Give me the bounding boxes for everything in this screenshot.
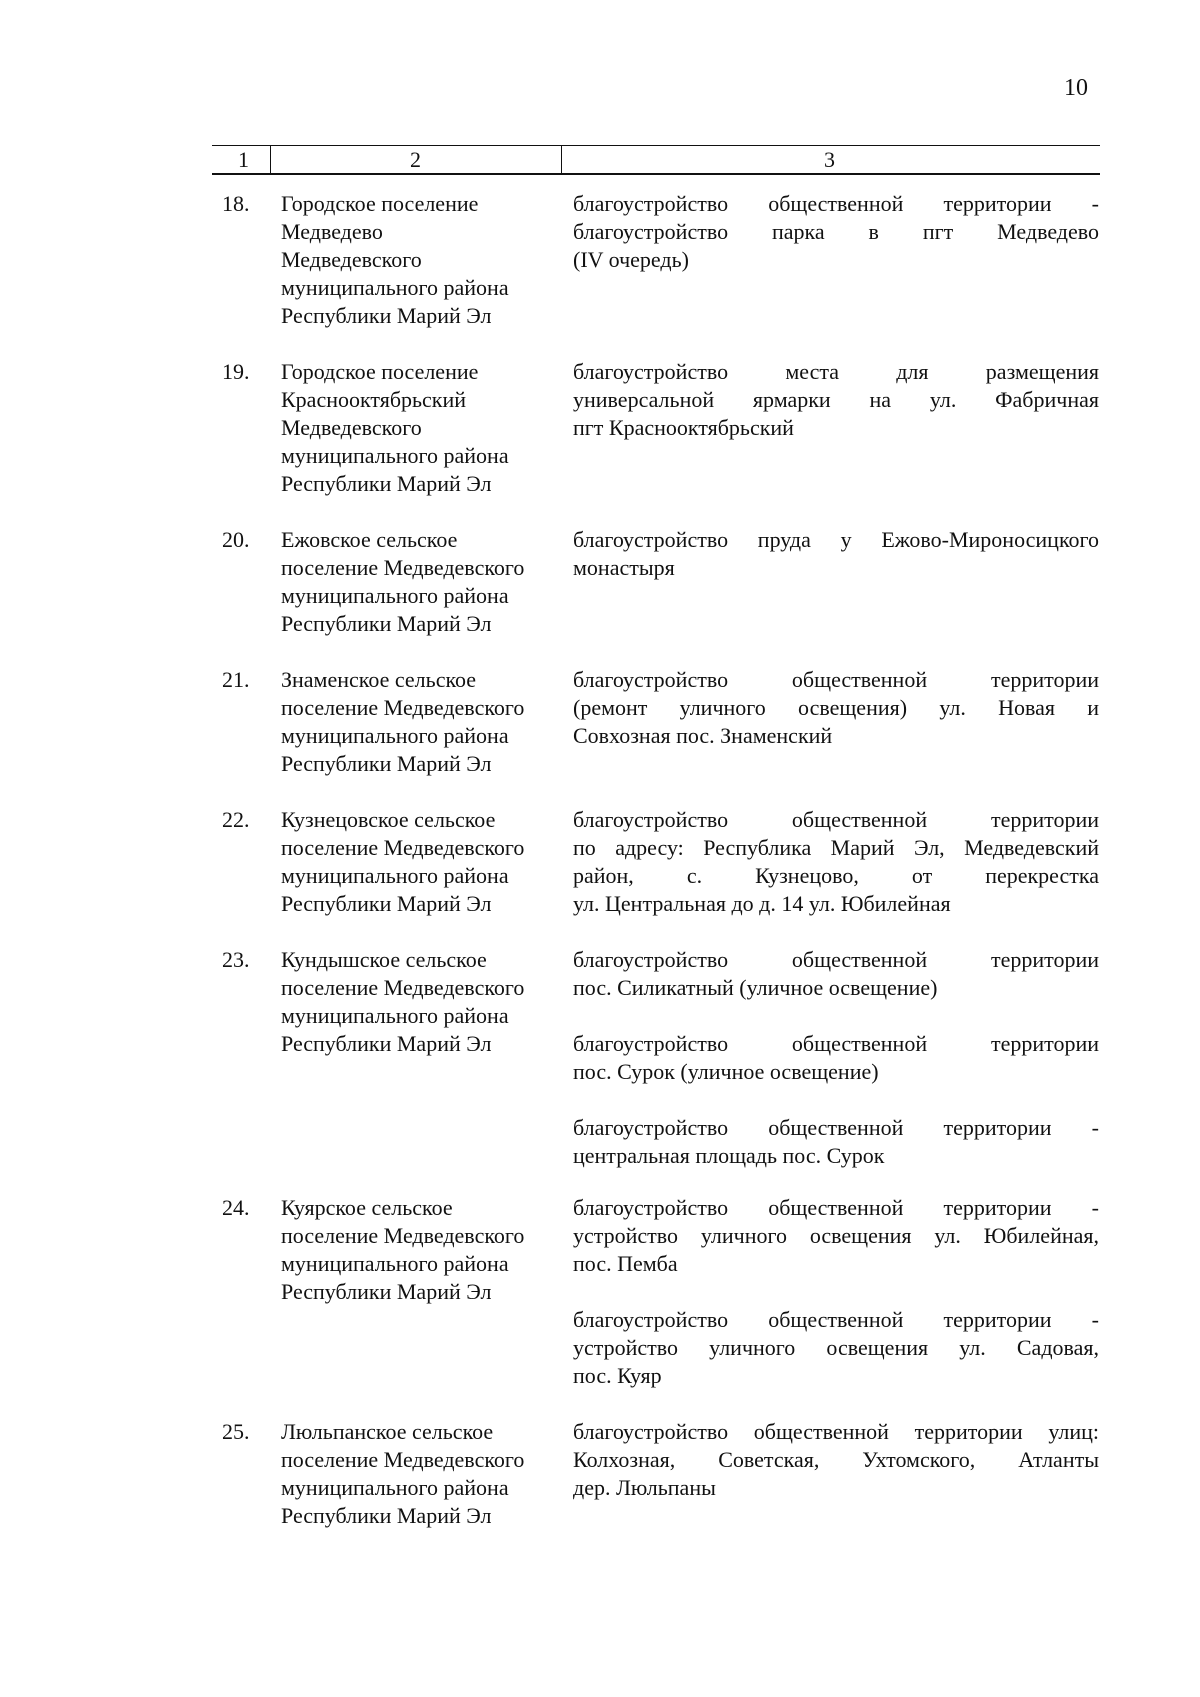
works-paragraph bbox=[573, 1114, 1099, 1170]
table-header bbox=[212, 145, 1100, 175]
works-cell bbox=[573, 946, 1099, 1170]
works-line: благоустройство места для размещения bbox=[573, 359, 1099, 384]
municipality-line: Краснооктябрьский bbox=[281, 387, 467, 412]
municipality-line: Республики Марий Эл bbox=[281, 891, 492, 916]
municipality-line: Кузнецовское сельское bbox=[281, 807, 496, 832]
municipality-line: муниципального района bbox=[281, 1475, 509, 1500]
municipality-line: муниципального района bbox=[281, 1003, 509, 1028]
municipality-cell bbox=[281, 358, 551, 498]
works-line: универсальной ярмарки на ул. Фабричная bbox=[573, 387, 1099, 412]
municipality-line: Республики Марий Эл bbox=[281, 1279, 492, 1304]
municipality-cell bbox=[281, 1418, 551, 1530]
works-line: благоустройство общественной территории улиц: bbox=[573, 1419, 1099, 1444]
municipality-line: Медведевского bbox=[281, 415, 422, 440]
header-col-2: 2 bbox=[410, 147, 421, 172]
works-paragraph bbox=[573, 1194, 1099, 1278]
works-paragraph bbox=[573, 946, 1099, 1002]
works-line: дер. Люльпаны bbox=[573, 1475, 716, 1500]
works-line: центральная площадь пос. Сурок bbox=[573, 1143, 885, 1168]
works-line: благоустройство общественной территории - bbox=[573, 1307, 1099, 1332]
header-bottom-rule bbox=[212, 173, 1100, 175]
works-cell bbox=[573, 526, 1099, 582]
works-line: благоустройство пруда у Ежово-Мироносицкого bbox=[573, 527, 1099, 552]
works-paragraph bbox=[573, 526, 1099, 582]
works-cell bbox=[573, 806, 1099, 918]
works-line: благоустройство общественной территории bbox=[573, 807, 1099, 832]
municipality-line: Республики Марий Эл bbox=[281, 611, 492, 636]
municipality-line: Люльпанское сельское bbox=[281, 1419, 494, 1444]
header-divider-2 bbox=[561, 145, 562, 173]
municipality-line: Знаменское сельское bbox=[281, 667, 477, 692]
page-number: 10 bbox=[1064, 75, 1088, 101]
works-line: по адресу: Республика Марий Эл, Медведевский bbox=[573, 835, 1099, 860]
municipality-line: Республики Марий Эл bbox=[281, 303, 492, 328]
works-cell bbox=[573, 666, 1099, 750]
municipality-line: муниципального района bbox=[281, 443, 509, 468]
works-line: благоустройство общественной территории bbox=[573, 947, 1099, 972]
row-number: 20. bbox=[222, 527, 250, 552]
works-cell bbox=[573, 190, 1099, 274]
municipality-line: муниципального района bbox=[281, 275, 509, 300]
works-line: монастыря bbox=[573, 555, 675, 580]
works-line: пос. Куяр bbox=[573, 1363, 662, 1388]
municipality-cell bbox=[281, 1194, 551, 1306]
works-cell bbox=[573, 358, 1099, 442]
municipality-line: Городское поселение bbox=[281, 359, 479, 384]
works-paragraph bbox=[573, 1306, 1099, 1390]
works-line: благоустройство общественной территории - bbox=[573, 1115, 1099, 1140]
municipality-line: Кундышское сельское bbox=[281, 947, 487, 972]
municipality-line: муниципального района bbox=[281, 1251, 509, 1276]
works-paragraph bbox=[573, 1418, 1099, 1502]
municipality-line: Городское поселение bbox=[281, 191, 479, 216]
works-line: благоустройство парка в пгт Медведево bbox=[573, 219, 1099, 244]
works-line: Совхозная пос. Знаменский bbox=[573, 723, 833, 748]
header-top-rule bbox=[212, 145, 1100, 146]
works-line: пос. Пемба bbox=[573, 1251, 678, 1276]
municipality-cell bbox=[281, 526, 551, 638]
works-line: район, с. Кузнецово, от перекрестка bbox=[573, 863, 1099, 888]
municipality-line: поселение Медведевского bbox=[281, 1447, 525, 1472]
municipality-cell bbox=[281, 946, 551, 1058]
municipality-cell bbox=[281, 806, 551, 918]
municipality-line: муниципального района bbox=[281, 863, 509, 888]
municipality-line: Республики Марий Эл bbox=[281, 1031, 492, 1056]
works-line: ул. Центральная до д. 14 ул. Юбилейная bbox=[573, 891, 951, 916]
works-paragraph bbox=[573, 358, 1099, 442]
row-number: 22. bbox=[222, 807, 250, 832]
row-number: 19. bbox=[222, 359, 250, 384]
works-line: благоустройство общественной территории - bbox=[573, 1195, 1099, 1220]
works-line: пос. Силикатный (уличное освещение) bbox=[573, 975, 938, 1000]
works-line: устройство уличного освещения ул. Садовая, bbox=[573, 1335, 1099, 1360]
works-paragraph bbox=[573, 666, 1099, 750]
works-cell bbox=[573, 1194, 1099, 1390]
municipality-line: поселение Медведевского bbox=[281, 1223, 525, 1248]
works-line: благоустройство общественной территории bbox=[573, 667, 1099, 692]
works-paragraph bbox=[573, 190, 1099, 274]
row-number: 18. bbox=[222, 191, 250, 216]
header-col-3: 3 bbox=[824, 147, 835, 172]
municipality-line: муниципального района bbox=[281, 723, 509, 748]
row-number: 25. bbox=[222, 1419, 250, 1444]
municipality-line: Медведевского bbox=[281, 247, 422, 272]
works-cell bbox=[573, 1418, 1099, 1502]
works-line: пос. Сурок (уличное освещение) bbox=[573, 1059, 879, 1084]
municipality-line: Республики Марий Эл bbox=[281, 1503, 492, 1528]
municipality-line: Ежовское сельское bbox=[281, 527, 458, 552]
header-divider-1 bbox=[270, 145, 271, 173]
header-col-1: 1 bbox=[238, 147, 249, 172]
works-line: пгт Краснооктябрьский bbox=[573, 415, 794, 440]
municipality-line: Куярское сельское bbox=[281, 1195, 453, 1220]
works-line: (ремонт уличного освещения) ул. Новая и bbox=[573, 695, 1099, 720]
works-line: Колхозная, Советская, Ухтомского, Атланты bbox=[573, 1447, 1099, 1472]
works-paragraph bbox=[573, 1030, 1099, 1086]
works-line: благоустройство общественной территории - bbox=[573, 191, 1099, 216]
row-number: 21. bbox=[222, 667, 250, 692]
works-line: устройство уличного освещения ул. Юбилейная, bbox=[573, 1223, 1099, 1248]
municipality-line: поселение Медведевского bbox=[281, 975, 525, 1000]
municipality-line: Республики Марий Эл bbox=[281, 751, 492, 776]
works-paragraph bbox=[573, 806, 1099, 918]
municipality-line: поселение Медведевского bbox=[281, 555, 525, 580]
municipality-line: Республики Марий Эл bbox=[281, 471, 492, 496]
municipality-cell bbox=[281, 190, 551, 330]
row-number: 24. bbox=[222, 1195, 250, 1220]
municipality-line: муниципального района bbox=[281, 583, 509, 608]
works-line: благоустройство общественной территории bbox=[573, 1031, 1099, 1056]
municipality-cell bbox=[281, 666, 551, 778]
row-number: 23. bbox=[222, 947, 250, 972]
municipality-line: поселение Медведевского bbox=[281, 695, 525, 720]
works-line: (IV очередь) bbox=[573, 247, 689, 272]
municipality-line: Медведево bbox=[281, 219, 383, 244]
municipality-line: поселение Медведевского bbox=[281, 835, 525, 860]
